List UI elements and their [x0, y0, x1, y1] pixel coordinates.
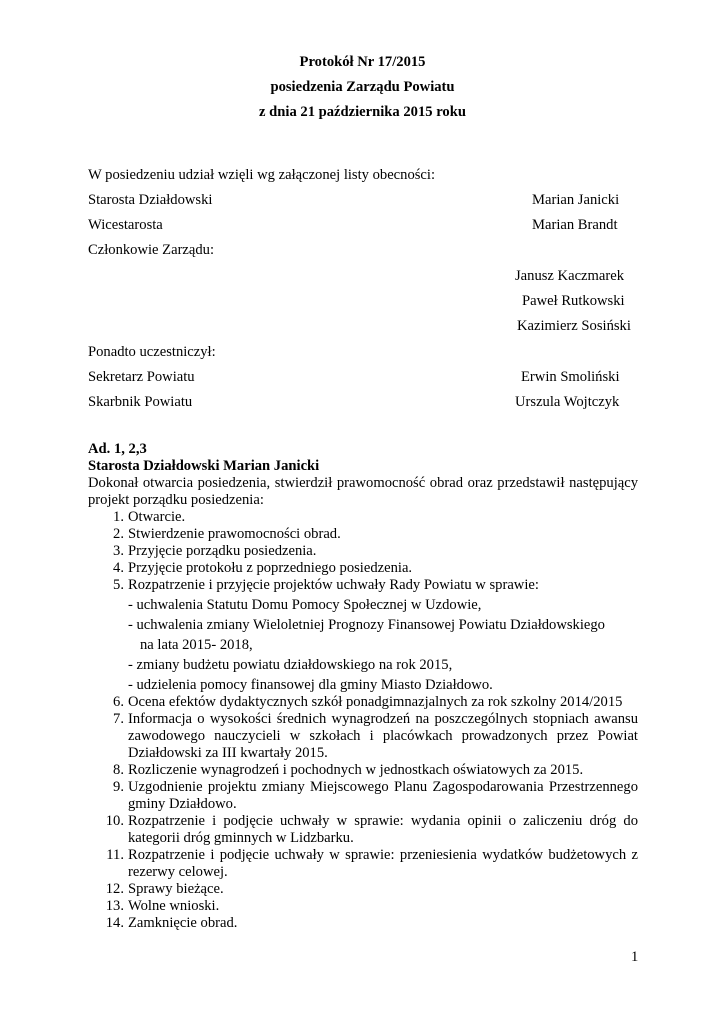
- board-member: Paweł Rutkowski: [522, 293, 625, 309]
- sekretarz-role: Sekretarz Powiatu: [88, 369, 195, 385]
- agenda-subitem: - uchwalenia zmiany Wieloletniej Prognozy Finansowej Powiatu Działdowskiego: [128, 617, 605, 633]
- agenda-item-text: Rozliczenie wynagrodzeń i pochodnych w jednostkach oświatowych za 2015.: [128, 762, 584, 778]
- starosta-role: Starosta Działdowski: [88, 192, 213, 208]
- agenda-item-text: Zamknięcie obrad.: [128, 915, 238, 931]
- agenda-item-number: 10.: [105, 813, 124, 829]
- attendance-intro: W posiedzeniu udział wzięli wg załączonej listy obecności:: [88, 167, 436, 183]
- starosta-name: Marian Janicki: [532, 192, 620, 208]
- agenda-item: [88, 847, 638, 881]
- agenda-item-text: Przyjęcie protokołu z poprzedniego posiedzenia.: [128, 560, 413, 576]
- agenda-subitem: - zmiany budżetu powiatu działdowskiego na rok 2015,: [128, 657, 453, 673]
- section-heading: Ad. 1, 2,3: [88, 441, 147, 457]
- agenda-item: [88, 762, 638, 779]
- agenda-item-number: 1.: [113, 509, 124, 525]
- board-member: Janusz Kaczmarek: [515, 268, 624, 284]
- agenda-item-number: 13.: [105, 898, 124, 914]
- agenda-item-number: 3.: [113, 543, 124, 559]
- agenda-item-number: 9.: [113, 779, 124, 795]
- board-label: Członkowie Zarządu:: [88, 242, 215, 258]
- meeting-date: z dnia 21 października 2015 roku: [259, 104, 466, 120]
- speaker-name: Starosta Działdowski Marian Janicki: [88, 458, 320, 474]
- agenda-item: [88, 779, 638, 813]
- agenda-item-text: Otwarcie.: [128, 509, 186, 525]
- agenda-item-number: 8.: [113, 762, 124, 778]
- agenda-item-text: Sprawy bieżące.: [128, 881, 224, 897]
- agenda-item-text: Informacja o wysokości średnich wynagrodzeń na poszczególnych stopniach awansu zawodowego nauczycieli w szkołach i placówkach prowadzonych przez Powiat Działdowski za III kwartały 2015.: [128, 711, 638, 761]
- agenda-item: [88, 526, 638, 543]
- agenda-item-number: 7.: [113, 711, 124, 727]
- agenda-item: [88, 898, 638, 915]
- agenda-item: [88, 509, 638, 526]
- agenda-subitem: na lata 2015- 2018,: [140, 637, 253, 653]
- agenda-item: [88, 813, 638, 847]
- agenda-item: [88, 560, 638, 577]
- agenda-item: [88, 694, 638, 711]
- agenda-subitem: - udzielenia pomocy finansowej dla gminy Miasto Działdowo.: [128, 677, 493, 693]
- agenda-item-number: 4.: [113, 560, 124, 576]
- agenda-item-text: Rozpatrzenie i podjęcie uchwały w sprawie: wydania opinii o zaliczeniu dróg do kategorii dróg gminnych w Lidzbarku.: [128, 813, 638, 846]
- agenda-item-text: Rozpatrzenie i przyjęcie projektów uchwały Rady Powiatu w sprawie:: [128, 577, 539, 593]
- agenda-item-number: 14.: [105, 915, 124, 931]
- agenda-item-number: 11.: [106, 847, 124, 863]
- agenda-item-number: 2.: [113, 526, 124, 542]
- wicestarosta-role: Wicestarosta: [88, 217, 163, 233]
- agenda-item: [88, 881, 638, 898]
- protocol-title: Protokół Nr 17/2015: [299, 54, 426, 70]
- board-member: Kazimierz Sosiński: [517, 318, 631, 334]
- agenda-subitem: - uchwalenia Statutu Domu Pomocy Społecznej w Uzdowie,: [128, 597, 482, 613]
- agenda-item: [88, 577, 638, 594]
- agenda-list: [88, 509, 638, 932]
- skarbnik-name: Urszula Wojtczyk: [515, 394, 620, 410]
- minutes-section: [88, 441, 638, 932]
- agenda-item-number: 6.: [113, 694, 124, 710]
- agenda-item-number: 5.: [113, 577, 124, 593]
- agenda-item-text: Uzgodnienie projektu zmiany Miejscowego Planu Zagospodarowania Przestrzennego gminy Działdowo.: [128, 779, 638, 812]
- skarbnik-role: Skarbnik Powiatu: [88, 394, 193, 410]
- agenda-item-number: 12.: [105, 881, 124, 897]
- agenda-item: [88, 543, 638, 560]
- agenda-item-text: Przyjęcie porządku posiedzenia.: [128, 543, 317, 559]
- page-number: 1: [631, 949, 639, 965]
- agenda-item-text: Rozpatrzenie i podjęcie uchwały w sprawie: przeniesienia wydatków budżetowych z rezerwy celowej.: [128, 847, 638, 880]
- agenda-item: [88, 915, 638, 932]
- wicestarosta-name: Marian Brandt: [532, 217, 618, 233]
- agenda-item-text: Wolne wnioski.: [128, 898, 220, 914]
- agenda-item: [88, 711, 638, 762]
- agenda-item-text: Stwierdzenie prawomocności obrad.: [128, 526, 341, 542]
- meeting-subtitle: posiedzenia Zarządu Powiatu: [270, 79, 455, 95]
- also-present-label: Ponadto uczestniczył:: [88, 344, 216, 360]
- section-intro: Dokonał otwarcia posiedzenia, stwierdził prawomocność obrad oraz przedstawił następujący projekt porządku posiedzenia:: [88, 475, 638, 508]
- sekretarz-name: Erwin Smoliński: [521, 369, 620, 385]
- agenda-item-text: Ocena efektów dydaktycznych szkół ponadgimnazjalnych za rok szkolny 2014/2015: [128, 694, 623, 710]
